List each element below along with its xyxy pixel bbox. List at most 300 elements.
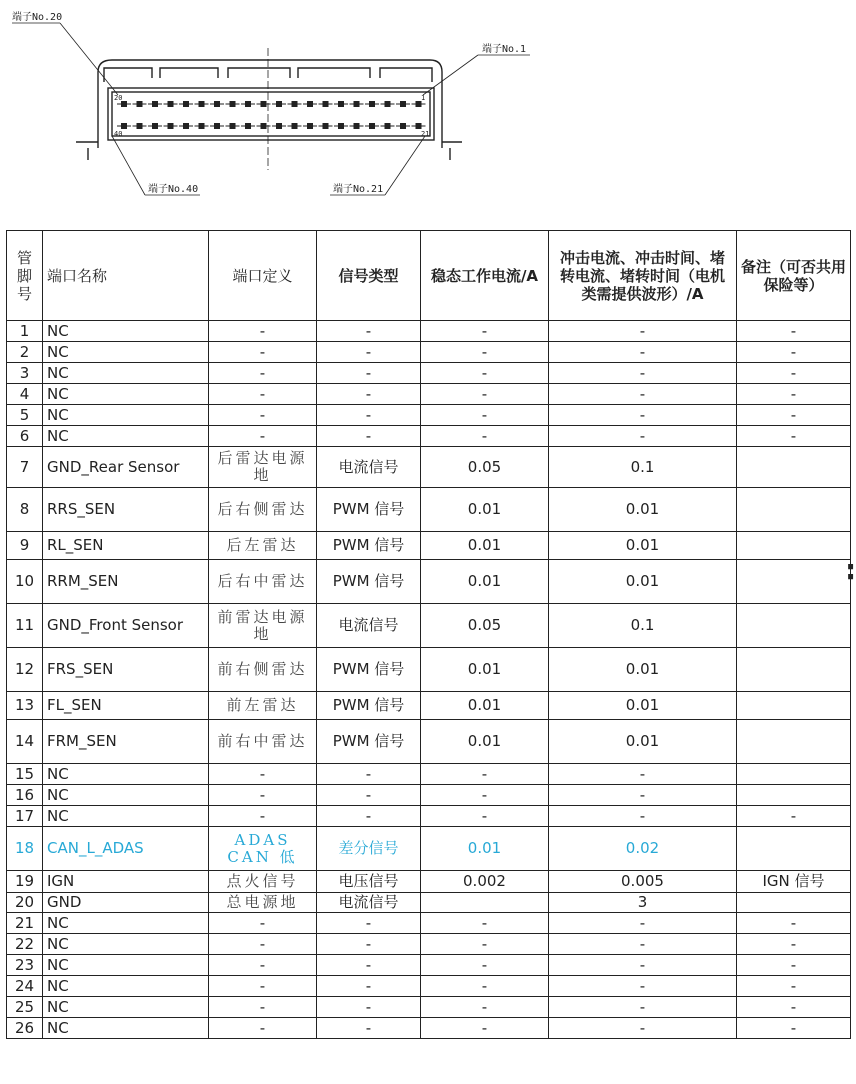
signal-cell (317, 604, 421, 648)
definition-cell (209, 913, 317, 934)
steady-current-cell-text: 0.01 (467, 572, 502, 590)
table-row (7, 955, 851, 976)
surge-current-cell (549, 426, 737, 447)
pin-cell (7, 488, 43, 532)
note-cell-text: - (790, 913, 797, 932)
definition-cell (209, 532, 317, 560)
note-cell (737, 806, 851, 827)
surge-current-cell-text: 3 (637, 893, 648, 911)
signal-cell-text: - (365, 806, 372, 825)
pin-cell-text: 15 (14, 764, 35, 783)
surge-current-cell (549, 321, 737, 342)
pin-cell (7, 827, 43, 871)
signal-cell-text: PWM 信号 (332, 572, 405, 590)
note-cell (737, 955, 851, 976)
surge-current-cell-text: - (639, 997, 646, 1016)
header-surge-current: 冲击电流、冲击时间、堵转电流、堵转时间（电机类需提供波形）/A (549, 231, 737, 321)
signal-cell-text: - (365, 976, 372, 995)
note-cell (737, 426, 851, 447)
pin-definition-table (6, 230, 851, 1039)
note-cell (737, 1018, 851, 1039)
signal-cell (317, 426, 421, 447)
surge-current-cell (549, 955, 737, 976)
pin-cell (7, 785, 43, 806)
steady-current-cell (421, 648, 549, 692)
table-row (7, 405, 851, 426)
name-cell-text: NC (47, 785, 69, 804)
note-cell (737, 384, 851, 405)
pin-cell-text: 17 (14, 806, 35, 825)
definition-cell (209, 976, 317, 997)
surge-current-cell (549, 785, 737, 806)
pin-cell (7, 342, 43, 363)
surge-current-cell (549, 827, 737, 871)
pin-cell (7, 426, 43, 447)
note-cell (737, 764, 851, 785)
name-cell (43, 913, 209, 934)
table-row (7, 532, 851, 560)
signal-cell-text: - (365, 913, 372, 932)
steady-current-cell (421, 384, 549, 405)
header-note: 备注（可否共用保险等） (737, 231, 851, 321)
table-row (7, 806, 851, 827)
definition-cell-text: 前雷达电源地 (217, 607, 308, 643)
signal-cell (317, 532, 421, 560)
name-cell (43, 405, 209, 426)
table-row (7, 560, 851, 604)
name-cell (43, 806, 209, 827)
surge-current-cell-text: - (639, 913, 646, 932)
name-cell-text: NC (47, 321, 69, 340)
name-cell-text: NC (47, 764, 69, 783)
steady-current-cell (421, 893, 549, 913)
table-body (7, 321, 851, 1039)
steady-current-cell-text: 0.01 (467, 500, 502, 518)
pin-cell-text: 19 (14, 872, 35, 890)
definition-cell-text: - (259, 785, 266, 804)
definition-cell (209, 488, 317, 532)
signal-cell (317, 764, 421, 785)
signal-cell-text: PWM 信号 (332, 536, 405, 554)
definition-cell (209, 405, 317, 426)
signal-cell-text: - (365, 342, 372, 361)
steady-current-cell-text: - (481, 405, 488, 424)
steady-current-cell-text: - (481, 384, 488, 403)
pin-cell (7, 1018, 43, 1039)
steady-current-cell (421, 934, 549, 955)
pin-cell-text: 3 (19, 363, 30, 382)
definition-cell (209, 384, 317, 405)
surge-current-cell (549, 342, 737, 363)
definition-cell (209, 871, 317, 893)
note-cell (737, 488, 851, 532)
surge-current-cell-text: - (639, 785, 646, 804)
header-signal: 信号类型 (317, 231, 421, 321)
note-cell (737, 827, 851, 871)
pin-cell (7, 648, 43, 692)
name-cell-text: RRS_SEN (47, 500, 116, 518)
definition-cell (209, 764, 317, 785)
definition-cell (209, 893, 317, 913)
definition-cell (209, 934, 317, 955)
pin-cell-text: 5 (19, 405, 30, 424)
note-cell-text: - (790, 363, 797, 382)
surge-current-cell-text: - (639, 321, 646, 340)
name-cell-text: GND (47, 893, 82, 911)
surge-current-cell (549, 692, 737, 720)
surge-current-cell-text: 0.01 (625, 660, 660, 678)
pin-cell-text: 26 (14, 1018, 35, 1037)
surge-current-cell-text: 0.005 (621, 872, 664, 890)
surge-current-cell (549, 976, 737, 997)
signal-cell-text: 差分信号 (338, 839, 399, 857)
note-cell (737, 893, 851, 913)
table-row (7, 488, 851, 532)
pin-cell (7, 893, 43, 913)
note-cell (737, 913, 851, 934)
label-pin-40: 端子No.40 (148, 184, 199, 195)
pin-cell-text: 6 (19, 426, 30, 445)
surge-current-cell-text: 0.1 (630, 616, 655, 634)
note-cell (737, 532, 851, 560)
name-cell-text: RRM_SEN (47, 572, 119, 590)
definition-cell-text: 后左雷达 (226, 536, 299, 554)
signal-cell (317, 405, 421, 426)
steady-current-cell-text: - (481, 1018, 488, 1037)
connector-diagram (0, 0, 854, 205)
name-cell-text: NC (47, 806, 69, 825)
pin-cell (7, 363, 43, 384)
steady-current-cell (421, 871, 549, 893)
signal-cell-text: - (365, 997, 372, 1016)
table-row (7, 720, 851, 764)
surge-current-cell-text: 0.01 (625, 536, 660, 554)
table-row (7, 871, 851, 893)
signal-cell-text: 电流信号 (338, 457, 399, 476)
steady-current-cell (421, 560, 549, 604)
name-cell-text: NC (47, 426, 69, 445)
steady-current-cell-text: - (481, 955, 488, 974)
steady-current-cell-text: 0.01 (467, 732, 502, 750)
surge-current-cell-text: 0.1 (630, 457, 655, 476)
signal-cell-text: - (365, 405, 372, 424)
steady-current-cell (421, 1018, 549, 1039)
steady-current-cell (421, 692, 549, 720)
table-row (7, 692, 851, 720)
name-cell-text: NC (47, 997, 69, 1016)
note-cell (737, 785, 851, 806)
steady-current-cell (421, 720, 549, 764)
definition-cell-text: - (259, 976, 266, 995)
pin-cell (7, 692, 43, 720)
header-steady-current: 稳态工作电流/A (421, 231, 549, 321)
name-cell (43, 363, 209, 384)
steady-current-cell-text: 0.01 (467, 696, 502, 714)
surge-current-cell-text: - (639, 806, 646, 825)
surge-current-cell (549, 806, 737, 827)
note-cell (737, 321, 851, 342)
table-header-row (7, 231, 851, 321)
name-cell-text: NC (47, 913, 69, 932)
name-cell (43, 692, 209, 720)
name-cell (43, 560, 209, 604)
signal-cell-text: PWM 信号 (332, 660, 405, 678)
signal-cell (317, 560, 421, 604)
pin-cell (7, 532, 43, 560)
signal-cell-text: - (365, 426, 372, 445)
header-pin: 管脚号 (7, 231, 43, 321)
surge-current-cell (549, 447, 737, 488)
steady-current-cell-text: - (481, 806, 488, 825)
signal-cell (317, 827, 421, 871)
steady-current-cell (421, 976, 549, 997)
pin-cell-text: 10 (14, 572, 35, 590)
definition-cell (209, 1018, 317, 1039)
definition-cell-text: - (259, 806, 266, 825)
surge-current-cell-text: - (639, 426, 646, 445)
steady-current-cell-text: - (481, 764, 488, 783)
signal-cell-text: PWM 信号 (332, 732, 405, 750)
pin-cell-text: 24 (14, 976, 35, 995)
pin-cell-text: 20 (14, 893, 35, 911)
note-cell-text: - (790, 997, 797, 1016)
table-row (7, 913, 851, 934)
surge-current-cell (549, 934, 737, 955)
name-cell-text: FRS_SEN (47, 660, 114, 678)
pin-cell-text: 2 (19, 342, 30, 361)
pin-cell-text: 16 (14, 785, 35, 804)
note-cell (737, 363, 851, 384)
definition-cell-text: 后雷达电源地 (217, 449, 308, 484)
pin-cell (7, 720, 43, 764)
note-cell (737, 720, 851, 764)
steady-current-cell (421, 785, 549, 806)
table-row (7, 648, 851, 692)
table-row (7, 827, 851, 871)
definition-cell-text: 前右中雷达 (217, 732, 308, 750)
definition-cell (209, 648, 317, 692)
name-cell (43, 934, 209, 955)
table-row (7, 764, 851, 785)
pin-cell-text: 1 (19, 321, 30, 340)
surge-current-cell-text: - (639, 1018, 646, 1037)
signal-cell-text: 电流信号 (338, 893, 399, 911)
name-cell-text: NC (47, 1018, 69, 1037)
table-row (7, 384, 851, 405)
pin-cell-text: 12 (14, 660, 35, 678)
note-cell-text: IGN 信号 (762, 872, 825, 890)
table-row (7, 997, 851, 1018)
pin-cell (7, 997, 43, 1018)
steady-current-cell-text: - (481, 976, 488, 995)
steady-current-cell (421, 342, 549, 363)
steady-current-cell-text: - (481, 321, 488, 340)
table-row (7, 321, 851, 342)
pin-cell (7, 447, 43, 488)
signal-cell-text: - (365, 321, 372, 340)
definition-cell-text: - (259, 405, 266, 424)
note-cell-text: - (790, 405, 797, 424)
name-cell (43, 976, 209, 997)
signal-cell (317, 871, 421, 893)
steady-current-cell (421, 955, 549, 976)
definition-cell-text: - (259, 426, 266, 445)
header-definition: 端口定义 (209, 231, 317, 321)
pin-cell (7, 405, 43, 426)
surge-current-cell (549, 913, 737, 934)
pin-cell-text: 25 (14, 997, 35, 1016)
signal-cell (317, 955, 421, 976)
name-cell (43, 997, 209, 1018)
surge-current-cell-text: - (639, 384, 646, 403)
name-cell (43, 488, 209, 532)
pin-mark-21: 21 (421, 130, 430, 138)
steady-current-cell (421, 447, 549, 488)
note-cell-text: - (790, 934, 797, 953)
signal-cell (317, 720, 421, 764)
definition-cell-text: - (259, 934, 266, 953)
name-cell (43, 447, 209, 488)
table-row (7, 976, 851, 997)
pin-cell (7, 321, 43, 342)
surge-current-cell-text: - (639, 934, 646, 953)
pin-cell-text: 14 (14, 732, 35, 750)
surge-current-cell (549, 604, 737, 648)
steady-current-cell-text: - (481, 426, 488, 445)
table-row (7, 426, 851, 447)
steady-current-cell (421, 913, 549, 934)
signal-cell (317, 648, 421, 692)
pin-cell (7, 934, 43, 955)
name-cell-text: NC (47, 342, 69, 361)
signal-cell (317, 384, 421, 405)
pin-cell-text: 7 (19, 457, 30, 476)
pin-mark-20: 20 (114, 94, 123, 102)
signal-cell (317, 934, 421, 955)
name-cell-text: GND_Rear Sensor (47, 457, 180, 476)
surge-current-cell-text: - (639, 363, 646, 382)
surge-current-cell (549, 384, 737, 405)
steady-current-cell-text: 0.05 (467, 457, 502, 476)
steady-current-cell-text: - (481, 997, 488, 1016)
definition-cell (209, 426, 317, 447)
definition-cell (209, 560, 317, 604)
definition-cell-text: - (259, 1018, 266, 1037)
surge-current-cell (549, 405, 737, 426)
surge-current-cell (549, 488, 737, 532)
steady-current-cell (421, 488, 549, 532)
pin-cell (7, 384, 43, 405)
surge-current-cell (549, 648, 737, 692)
definition-cell (209, 363, 317, 384)
label-pin-21: 端子No.21 (333, 184, 384, 195)
signal-cell (317, 488, 421, 532)
signal-cell (317, 997, 421, 1018)
pin-cell (7, 604, 43, 648)
definition-cell-text: - (259, 342, 266, 361)
signal-cell (317, 893, 421, 913)
note-cell-text: - (790, 955, 797, 974)
name-cell (43, 1018, 209, 1039)
pin-cell-text: 11 (14, 616, 35, 634)
note-cell-text: - (790, 426, 797, 445)
definition-cell (209, 955, 317, 976)
surge-current-cell (549, 1018, 737, 1039)
surge-current-cell-text: - (639, 342, 646, 361)
surge-current-cell-text: 0.01 (625, 732, 660, 750)
surge-current-cell-text: 0.02 (625, 839, 660, 857)
definition-cell-text: - (259, 764, 266, 783)
name-cell (43, 532, 209, 560)
signal-cell (317, 1018, 421, 1039)
note-cell (737, 560, 851, 604)
signal-cell (317, 913, 421, 934)
name-cell (43, 648, 209, 692)
name-cell (43, 426, 209, 447)
name-cell-text: NC (47, 363, 69, 382)
steady-current-cell (421, 321, 549, 342)
pin-cell (7, 871, 43, 893)
steady-current-cell-text: - (481, 785, 488, 804)
pin-cell-text: 4 (19, 384, 30, 403)
name-cell-text: IGN (47, 872, 75, 890)
name-cell (43, 342, 209, 363)
definition-cell (209, 604, 317, 648)
pin-cell-text: 22 (14, 934, 35, 953)
name-cell (43, 764, 209, 785)
name-cell (43, 893, 209, 913)
definition-cell (209, 827, 317, 871)
surge-current-cell (549, 560, 737, 604)
table-row (7, 447, 851, 488)
signal-cell (317, 692, 421, 720)
surge-current-cell (549, 764, 737, 785)
definition-cell-text: - (259, 384, 266, 403)
note-cell (737, 648, 851, 692)
table-row (7, 893, 851, 913)
table-row (7, 1018, 851, 1039)
signal-cell-text: - (365, 363, 372, 382)
signal-cell (317, 342, 421, 363)
surge-current-cell (549, 532, 737, 560)
note-cell (737, 871, 851, 893)
signal-cell (317, 447, 421, 488)
label-pin-20: 端子No.20 (12, 12, 63, 23)
definition-cell-text: 后右中雷达 (217, 572, 308, 590)
name-cell-text: RL_SEN (47, 536, 104, 554)
steady-current-cell (421, 806, 549, 827)
surge-current-cell-text: 0.01 (625, 572, 660, 590)
steady-current-cell (421, 405, 549, 426)
surge-current-cell (549, 871, 737, 893)
surge-current-cell-text: - (639, 764, 646, 783)
name-cell-text: NC (47, 405, 69, 424)
edge-mark: : (845, 553, 856, 586)
note-cell (737, 405, 851, 426)
pin-cell-text: 9 (19, 536, 30, 554)
signal-cell (317, 806, 421, 827)
steady-current-cell (421, 363, 549, 384)
signal-cell (317, 321, 421, 342)
signal-cell-text: - (365, 384, 372, 403)
table-row (7, 934, 851, 955)
note-cell (737, 447, 851, 488)
steady-current-cell-text: 0.05 (467, 616, 502, 634)
table-row (7, 604, 851, 648)
steady-current-cell (421, 532, 549, 560)
note-cell-text: - (790, 806, 797, 825)
signal-cell-text: - (365, 764, 372, 783)
